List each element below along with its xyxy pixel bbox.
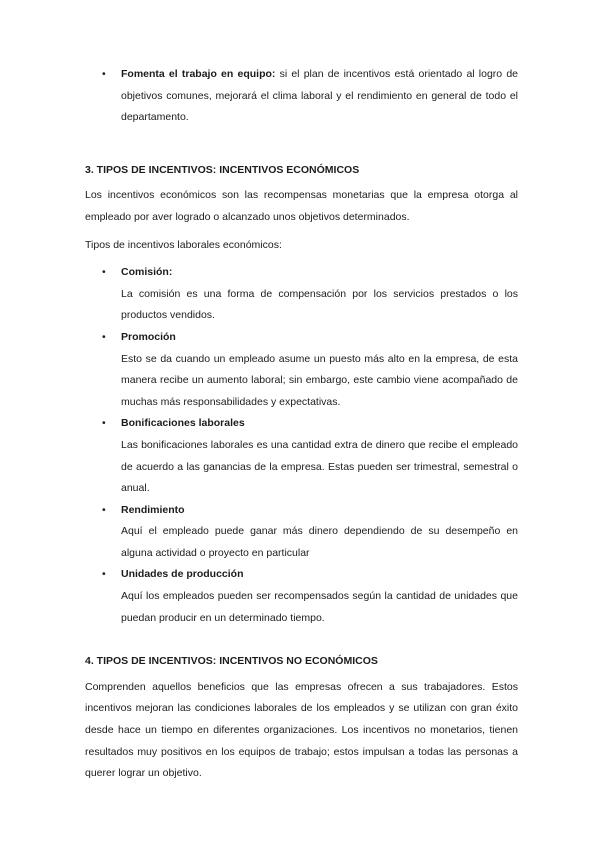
bullet-icon: • <box>102 568 106 581</box>
intro-bullet <box>102 64 518 129</box>
list-item-unidades <box>102 564 518 629</box>
bullet-body: Esto se da cuando un empleado asume un puesto más alto en la empresa, de esta manera recibe un aumento laboral; sin embargo, este cambio viene acompañado de muchas más responsabilidades y expectativas. <box>121 352 518 408</box>
list-item-bonificaciones <box>102 413 518 499</box>
list-item-comision <box>102 262 518 327</box>
bullet-title: Bonificaciones laborales <box>121 417 245 430</box>
bullet-icon: • <box>102 266 106 279</box>
bullet-title: Comisión: <box>121 266 173 279</box>
bullet-title: Promoción <box>121 330 176 343</box>
section-4-paragraph: Comprenden aquellos beneficios que las empresas ofrecen a sus trabajadores. Estos incentivos mejoran las condiciones laborales de los empleados y se utilizan con gran éxito desde hace un tiempo en diferentes organizaciones. Los incentivos no monetarios, tienen resultados muy positivos en los equipos de trabajo; estos impulsan a todas las personas a querer lograr un objetivo. <box>85 680 518 780</box>
bullet-body: La comisión es una forma de compensación por los servicios prestados o los productos vendidos. <box>121 287 518 322</box>
bullet-icon: • <box>102 417 106 430</box>
bullet-title: Unidades de producción <box>121 568 244 581</box>
bullet-icon: • <box>102 330 106 343</box>
economic-incentives-list <box>85 262 518 629</box>
bullet-body: Aquí el empleado puede ganar más dinero dependiendo de su desempeño en alguna actividad o proyecto en particular <box>121 525 518 559</box>
bullet-icon: • <box>102 68 106 80</box>
section-4-heading: 4. TIPOS DE INCENTIVOS: INCENTIVOS NO ECONÓMICOS <box>85 655 378 668</box>
section-3-intro-paragraph: Los incentivos económicos son las recompensas monetarias que la empresa otorga al empleado por aver logrado o alcanzado unos objetivos determinados. <box>85 189 518 223</box>
bullet-icon: • <box>102 503 106 516</box>
intro-bullet-text <box>121 64 518 129</box>
section-3-subtitle: Tipos de incentivos laborales económicos: <box>85 238 282 251</box>
list-item-content <box>121 564 518 629</box>
bullet-title: Rendimiento <box>121 503 185 516</box>
list-item-content <box>121 413 518 499</box>
list-item-rendimiento <box>102 500 518 565</box>
list-item-content <box>121 327 518 413</box>
section-3-heading: 3. TIPOS DE INCENTIVOS: INCENTIVOS ECONÓMICOS <box>85 163 360 176</box>
bullet-body: Aquí los empleados pueden ser recompensados según la cantidad de unidades que puedan producir en un determinado tiempo. <box>121 590 518 624</box>
list-item-promocion <box>102 327 518 413</box>
list-item-content <box>121 500 518 565</box>
intro-bullet-label: Fomenta el trabajo en equipo: <box>121 68 276 80</box>
bullet-body: Las bonificaciones laborales es una cantidad extra de dinero que recibe el empleado de acuerdo a las ganancias de la empresa. Estas pueden ser trimestral, semestral o anual. <box>121 438 518 495</box>
list-item-content <box>121 262 518 327</box>
intro-bullet-body: si el plan de incentivos está orientado al logro de objetivos comunes, mejorará el clima laboral y el rendimiento en general de todo el departamento. <box>121 68 518 124</box>
